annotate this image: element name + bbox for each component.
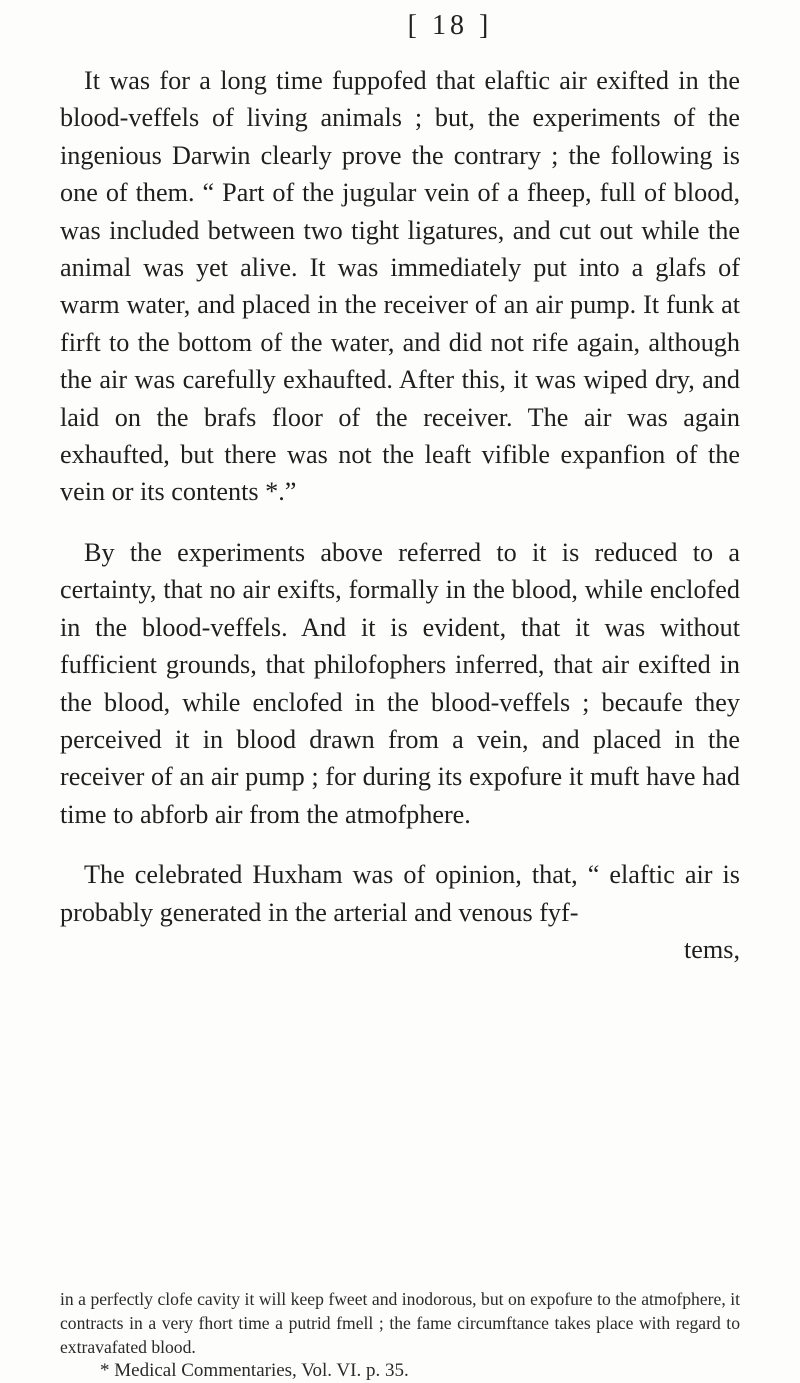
paragraph-huxham: The celebrated Huxham was of opinion, that, “ elaftic air is probably generated in the arterial and venous fyf- [60, 860, 740, 927]
main-text [60, 62, 740, 968]
page-number: [ 18 ] [407, 10, 493, 41]
footnotes [60, 1287, 740, 1383]
footnote-continuation: in a perfectly clofe cavity it will keep fweet and inodorous, but on expofure to the atmofphere, it contracts in a very fhort time a putrid fmell ; the fame circumftance takes place with regard to extravafated blood. [60, 1289, 740, 1357]
paragraph-darwin-experiment: It was for a long time fuppofed that elaftic air exifted in the blood-veffels of living animals ; but, the experiments of the ingenious Darwin clearly prove the contrary ; the following is one of them. “ Part of the jugular vein of a fheep, full of blood, was included between two tight ligatures, and cut out while the animal was yet alive. It was immediately put into a glafs of warm water, and placed in the receiver of an air pump. It funk at firft to the bottom of the water, and did not rife again, although the air was carefully exhaufted. After this, it was wiped dry, and laid on the brafs floor of the receiver. The air was again exhaufted, but there was not the leaft vifible expanfion of the vein or its contents *.” [60, 66, 740, 507]
footnote-citation: * Medical Commentaries, Vol. VI. p. 35. [100, 1360, 409, 1381]
paragraph-conclusion: By the experiments above referred to it is reduced to a certainty, that no air exifts, formally in the blood, while enclofed in the blood-veffels. And it is evident, that it was without fufficient grounds, that philofophers inferred, that air exifted in the blood, while enclofed in the blood-veffels ; becaufe they perceived it in blood drawn from a vein, and placed in the receiver of an air pump ; for during its expofure it muft have had time to abforb air from the atmofphere. [60, 537, 740, 829]
catchword: tems, [683, 934, 740, 964]
